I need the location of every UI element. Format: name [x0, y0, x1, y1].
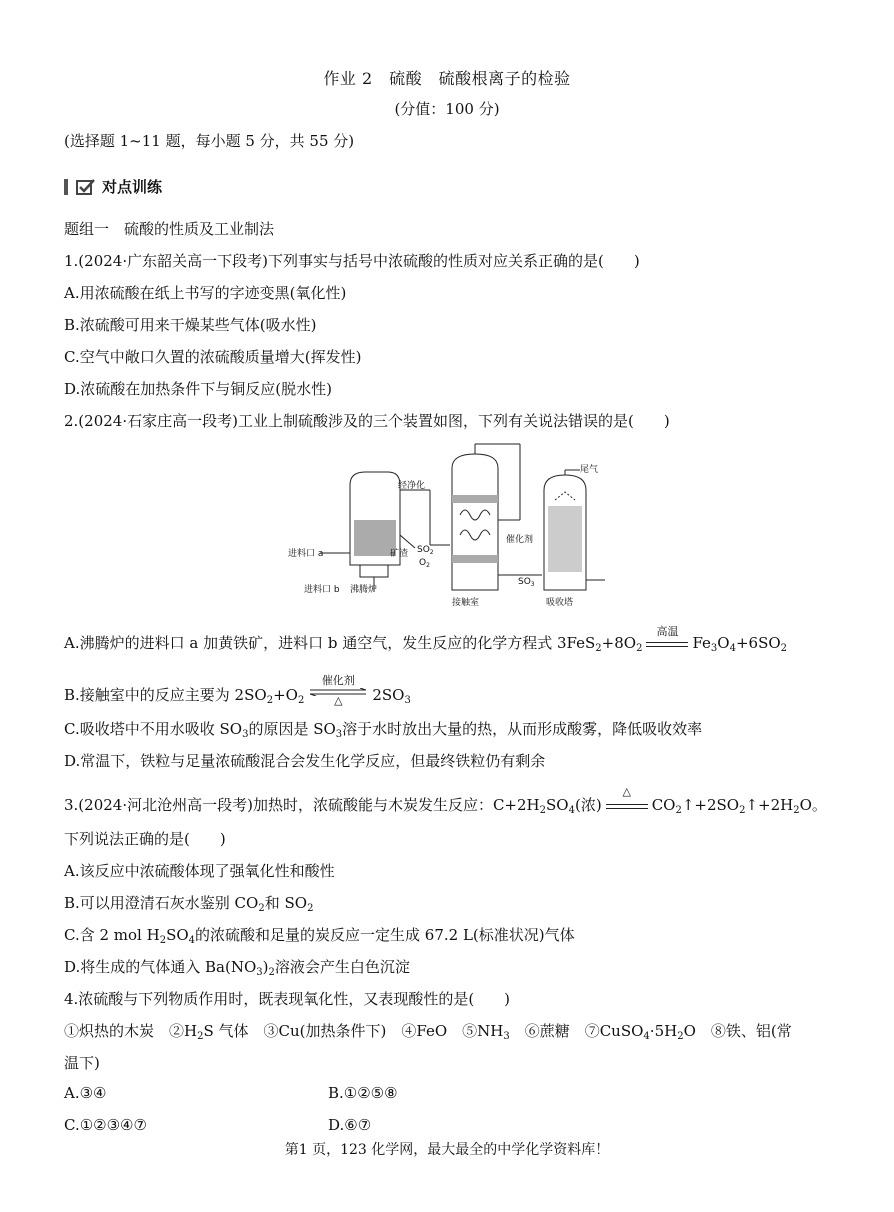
contact-label: 接触室 [452, 598, 480, 608]
q4-option-d: D.⑥⑦ [328, 1116, 372, 1134]
q3-stem: 3.(2024·河北沧州高一段考)加热时，浓硫酸能与木炭发生反应：$C+2H_2SO_4$(浓) △ $CO_2↑+2SO_2↑+2H_2O$。 [64, 785, 827, 816]
q2-option-d: D.常温下，铁粒与足量浓硫酸混合会发生化学反应，但最终铁粒仍有剩余 [64, 752, 546, 770]
catalyst-label: 催化剂 [506, 535, 534, 545]
q2-option-a: A.沸腾炉的进料口 a 加黄铁矿，进料口 b 通空气，发生反应的化学方程式 $3FeS_2+8O_2$ 高温 $Fe_3O_4+6SO_2$ [64, 625, 788, 654]
so2-label: $SO_2$ [417, 545, 434, 556]
q3-option-d: D.将生成的气体通入 $Ba(NO_3)_2$溶液会产生白色沉淀 [64, 958, 410, 978]
section-heading [64, 176, 162, 197]
q1-stem: 1.(2024·广东韶关高一下段考)下列事实与括号中浓硫酸的性质对应关系正确的是( ) [64, 252, 640, 270]
sulfuric-acid-process-diagram [280, 440, 620, 610]
q4-items-cont: 温下) [64, 1054, 100, 1072]
q3-stem-2: 下列说法正确的是( ) [64, 830, 226, 848]
section-bar [64, 179, 68, 195]
q1-option-d: D.浓硫酸在加热条件下与铜反应(脱水性) [64, 380, 332, 398]
check-square-icon [76, 178, 96, 196]
inlet-a-label: 进料口 a [288, 549, 324, 559]
q1-option-b: B.浓硫酸可用来干燥某些气体(吸水性) [64, 316, 317, 334]
q2-option-b: B.接触室中的反应主要为 $2SO_2+O_2$ 催化剂 △ $2SO_3$ [64, 674, 411, 707]
q4-option-a: A.③④ [64, 1084, 107, 1102]
tail-gas-label: 尾气 [580, 465, 599, 475]
q3-option-b: B.可以用澄清石灰水鉴别 $CO_2$和 $SO_2$ [64, 894, 314, 914]
q3-option-a: A.该反应中浓硫酸体现了强氧化性和酸性 [64, 862, 335, 880]
page-title: 作业 2 硫酸 硫酸根离子的检验 [323, 69, 571, 88]
q4-option-c: C.①②③④⑦ [64, 1116, 147, 1134]
slag-label: 矿渣 [390, 549, 409, 559]
group-heading: 题组一 硫酸的性质及工业制法 [64, 220, 275, 238]
page-footer: 第1 页，123 化学网，最大最全的中学化学资料库！ [284, 1142, 610, 1158]
q1-option-a: A.用浓硫酸在纸上书写的字迹变黑(氧化性) [64, 284, 347, 302]
q4-option-b: B.①②⑤⑧ [328, 1084, 398, 1102]
so3-label: $SO_3$ [518, 577, 535, 588]
contact-chamber [452, 444, 520, 590]
q3-option-c: C.含 2 mol $H_2SO_4$的浓硫酸和足量的炭反应一定生成 67.2 L(标准状况)气体 [64, 926, 575, 946]
inlet-b-label: 进料口 b [304, 585, 340, 595]
purify-label: 经净化 [398, 481, 426, 491]
choice-note: (选择题 1~11 题，每小题 5 分，共 55 分) [64, 132, 355, 150]
o2-label: $O_2$ [419, 558, 430, 569]
high-temp-arrow: 高温 [644, 637, 690, 651]
q2-option-c: C.吸收塔中不用水吸收 $SO_3$的原因是 $SO_3$溶于水时放出大量的热，从而形成酸雾，降低吸收效率 [64, 720, 703, 740]
reversible-arrow: 催化剂 △ [308, 688, 368, 704]
boiler-label: 沸腾炉 [350, 585, 378, 595]
q4-items: ①炽热的木炭 $②H_2S$ 气体 ③Cu(加热条件下) ④FeO $⑤NH_3$ ⑥蔗糖 $⑦CuSO_4\cdot 5H_2O$ ⑧铁、铝(常 [64, 1022, 792, 1042]
q2-stem: 2.(2024·石家庄高一段考)工业上制硫酸涉及的三个装置如图，下列有关说法错误的是( ) [64, 412, 670, 430]
score-note: (分值：100 分) [394, 100, 500, 118]
absorber-label: 吸收塔 [546, 598, 574, 608]
section-label: 对点训练 [102, 178, 163, 196]
absorption-tower [544, 470, 605, 590]
heat-arrow: △ [604, 799, 650, 813]
q4-stem: 4.浓硫酸与下列物质作用时，既表现氧化性，又表现酸性的是( ) [64, 990, 511, 1008]
q1-option-c: C.空气中敞口久置的浓硫酸质量增大(挥发性) [64, 348, 362, 366]
